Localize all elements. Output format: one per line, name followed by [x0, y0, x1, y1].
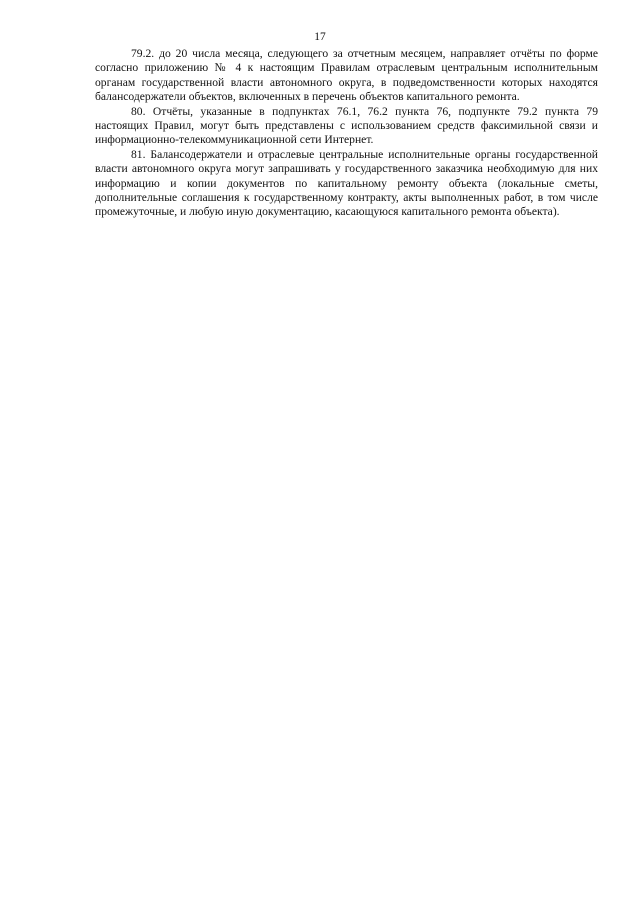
document-body [95, 47, 598, 220]
paragraph-80: 80. Отчёты, указанные в подпунктах 76.1, 76.2 пункта 76, подпункте 79.2 пункта 79 настоящих Правил, могут быть представлены с использованием средств факсимильной связи и информационно-телекоммуникационной сети Интернет. [95, 104, 598, 147]
paragraph-81: 81. Балансодержатели и отраслевые центральные исполнительные органы государственной власти автономного округа могут запрашивать у государственного заказчика необходимую для них информацию и копии документов по капитальному ремонту объекта (локальные сметы, дополнительные соглашения к государственному контракту, акты выполненных работ, в том числе промежуточные, и любую иную документацию, касающуюся капитального ремонта объекта). [95, 147, 598, 219]
paragraph-79-2: 79.2. до 20 числа месяца, следующего за отчетным месяцем, направляет отчёты по форме согласно приложению № 4 к настоящим Правилам отраслевым центральным исполнительным органам государственной власти автономного округа, в подведомственности которых находятся балансодержатели объектов, включенных в перечень объектов капитального ремонта. [95, 47, 598, 104]
page-number: 17 [314, 31, 326, 43]
